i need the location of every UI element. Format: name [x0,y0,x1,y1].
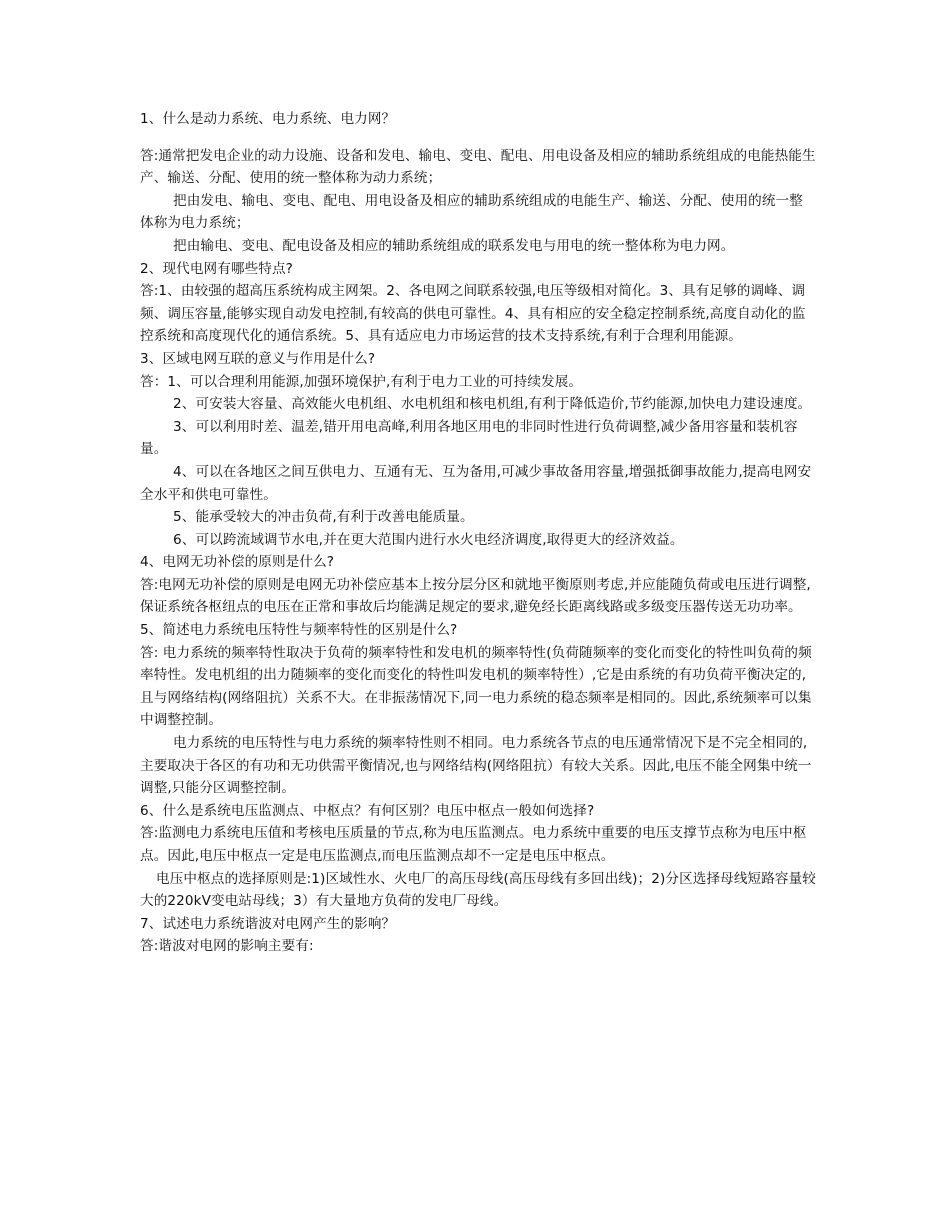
answer-1-para-3: 把由输电、变电、配电设备及相应的辅助系统组成的联系发电与用电的统一整体称为电力网。 [173,237,735,254]
question-2: 2、现代电网有哪些特点? [140,260,294,277]
question-5: 5、简述电力系统电压特性与频率特性的区别是什么? [140,622,458,639]
answer-5-para-1: 答: 电力系统的频率特性取决于负荷的频率特性和发电机的频率特性(负荷随频率的变化而变化的特性叫负荷的频率特性。发电机组的出力随频率的变化而变化的特性叫发电机的频率特性）,它是由系统的有功负荷平衡决定的,且与网络结构(网络阻抗）关系不大。在非振荡情况下,同一电力系统的稳态频率是相同的。因此,系统频率可以集中调整控制。 [140,644,812,729]
answer-6-para-2: 电压中枢点的选择原则是:1)区域性水、火电厂的高压母线(高压母线有多回出线)；2)分区选择母线短路容量较大的220kV变电站母线；3）有大量地方负荷的发电厂母线。 [140,870,817,910]
question-1: 1、什么是动力系统、电力系统、电力网？ [140,111,396,127]
answer-7-para-1: 答:谐波对电网的影响主要有: [140,938,314,955]
question-3: 3、区域电网互联的意义与作用是什么? [140,350,376,367]
answer-3-para-4: 4、可以在各地区之间互供电力、互通有无、互为备用,可减少事故备用容量,增强抵御事故能力,提高电网安全水平和供电可靠性。 [140,463,812,503]
answer-3-para-5: 5、能承受较大的冲击负荷,有利于改善电能质量。 [173,509,474,526]
answer-3-para-2: 2、可安装大容量、高效能火电机组、水电机组和核电机组,有利于降低造价,节约能源,加快电力建设速度。 [173,396,812,413]
question-7: 7、试述电力系统谐波对电网产生的影响？ [140,915,396,932]
document-body [140,108,816,958]
question-4: 4、电网无功补偿的原则是什么? [140,554,335,571]
answer-3-para-1: 答：1、可以合理利用能源,加强环境保护,有利于电力工业的可持续发展。 [140,373,583,390]
answer-1-para-1: 答:通常把发电企业的动力设施、设备和发电、输电、变电、配电、用电设备及相应的辅助系统组成的电能热能生产、输送、分配、使用的统一整体称为动力系统； [140,147,816,187]
answer-2-para-1: 答:1、由较强的超高压系统构成主网架。2、各电网之间联系较强,电压等级相对简化。3、具有足够的调峰、调频、调压容量,能够实现自动发电控制,有较高的供电可靠性。4、具有相应的安全稳定控制系统,高度自动化的监控系统和高度现代化的通信系统。5、具有适应电力市场运营的技术支持系统,有利于合理利用能源。 [140,283,806,345]
answer-5-para-2: 电力系统的电压特性与电力系统的频率特性则不相同。电力系统各节点的电压通常情况下是不完全相同的,主要取决于各区的有功和无功供需平衡情况,也与网络结构(网络阻抗）有较大关系。因此,电压不能全网集中统一调整,只能分区调整控制。 [140,735,812,797]
answer-1-para-2: 把由发电、输电、变电、配电、用电设备及相应的辅助系统组成的电能生产、输送、分配、使用的统一整体称为电力系统； [140,192,803,232]
question-6: 6、什么是系统电压监测点、中枢点？有何区别？电压中枢点一般如何选择? [140,802,595,819]
answer-4-para-1: 答:电网无功补偿的原则是电网无功补偿应基本上按分层分区和就地平衡原则考虑,并应能随负荷或电压进行调整,保证系统各枢纽点的电压在正常和事故后均能满足规定的要求,避免经长距离线路或多级变压器传送无功功率。 [140,576,811,616]
answer-3-para-3: 3、可以利用时差、温差,错开用电高峰,利用各地区用电的非同时性进行负荷调整,减少备用容量和装机容量。 [140,418,798,458]
answer-6-para-1: 答:监测电力系统电压值和考核电压质量的节点,称为电压监测点。电力系统中重要的电压支撑节点称为电压中枢点。因此,电压中枢点一定是电压监测点,而电压监测点却不一定是电压中枢点。 [140,825,807,864]
answer-3-para-6: 6、可以跨流域调节水电,并在更大范围内进行水火电经济调度,取得更大的经济效益。 [173,531,684,548]
